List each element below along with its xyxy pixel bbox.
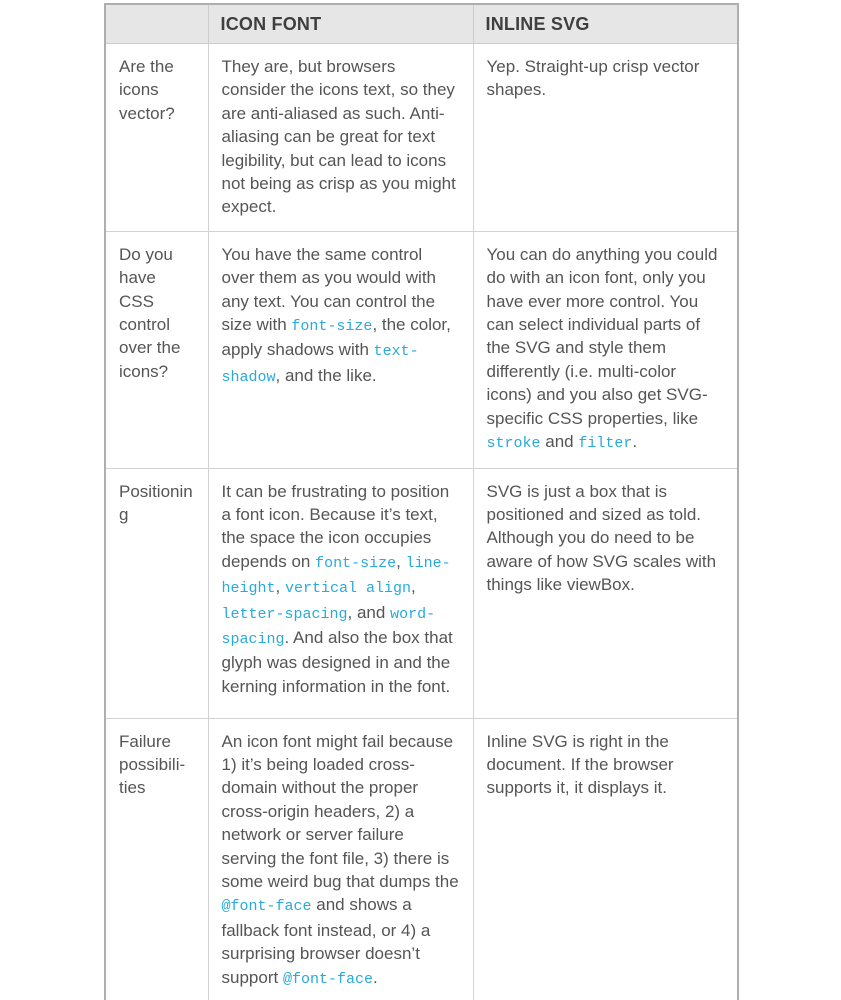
inline-svg-cell xyxy=(473,231,738,468)
text-segment: SVG is just a box that is positioned and sized as told. Although you do need to be aware of how SVG scales with things like viewBox. xyxy=(486,481,717,595)
text-segment: , xyxy=(396,551,406,571)
code-token: @font-face xyxy=(282,970,373,988)
code-token: vertical align xyxy=(284,580,411,598)
icon-font-cell xyxy=(208,718,473,1000)
column-header-icon-font: ICON FONT xyxy=(208,4,473,44)
row-label: Are the icons vector? xyxy=(105,44,208,232)
column-header-inline-svg: INLINE SVG xyxy=(473,4,738,44)
row-label: Positioning xyxy=(105,468,208,718)
code-token: letter-spacing xyxy=(221,605,348,623)
table-row-vector xyxy=(105,44,738,232)
text-segment: and xyxy=(540,432,579,452)
icon-font-cell xyxy=(208,468,473,718)
text-segment: , xyxy=(411,577,416,597)
text-segment: You have the same control over them as you would with any text. You can control the size with xyxy=(221,244,436,335)
row-label: Failure possibilities xyxy=(105,718,208,1000)
code-token: word-spacing xyxy=(221,605,436,648)
corner-header-cell xyxy=(105,4,208,44)
icon-font-cell xyxy=(208,44,473,232)
inline-svg-cell xyxy=(473,44,738,232)
inline-svg-cell xyxy=(473,468,738,718)
code-token: text-shadow xyxy=(221,343,419,386)
inline-svg-cell xyxy=(473,718,738,1000)
icon-font-cell xyxy=(208,231,473,468)
text-segment: . And also the box that glyph was designed in and the kerning information in the font. xyxy=(221,627,453,696)
text-segment: , and the like. xyxy=(275,365,377,385)
code-token: filter xyxy=(578,435,633,453)
code-token: font-size xyxy=(291,318,373,336)
text-segment: You can do anything you could do with an icon font, only you have ever more control. You can select individual parts of the SVG and style them differently (i.e. multi-color icons) and you also get SVG-specific CSS properties, like xyxy=(486,244,718,428)
text-segment: , xyxy=(275,577,285,597)
text-segment: It can be frustrating to position a font icon. Because it’s text, the space the icon occupies depends on xyxy=(221,481,450,571)
table-row-css-control xyxy=(105,231,738,468)
comparison-table xyxy=(104,3,739,1000)
code-token: @font-face xyxy=(221,898,312,916)
table-row-positioning xyxy=(105,468,738,718)
code-token: font-size xyxy=(315,554,397,572)
text-segment: . xyxy=(372,967,378,987)
text-segment: Yep. Straight-up crisp vector shapes. xyxy=(486,57,700,100)
text-segment: , and xyxy=(347,602,391,622)
text-segment: and shows a fallback font instead, or 4) a surprising browser doesn’t support xyxy=(221,895,431,987)
code-token: line-height xyxy=(221,554,451,598)
text-segment: Inline SVG is right in the document. If the browser supports it, it displays it. xyxy=(486,731,674,798)
code-token: stroke xyxy=(486,435,541,453)
row-label: Do you have CSS control over the icons? xyxy=(105,231,208,468)
text-segment: . xyxy=(632,432,638,452)
text-segment: An icon font might fail because 1) it’s being loaded cross-domain without the proper cross-origin headers, 2) a network or server failure serving the font file, 3) there is some weird bug that dumps the xyxy=(221,731,459,891)
text-segment: , the color, apply shadows with xyxy=(221,315,451,360)
table-row-failure xyxy=(105,718,738,1000)
table-header-row xyxy=(105,4,738,44)
text-segment: They are, but browsers consider the icons text, so they are anti-aliased as such. Anti-aliasing can be great for text legibility, but can lead to icons not being as crisp as you might expect. xyxy=(221,57,456,217)
